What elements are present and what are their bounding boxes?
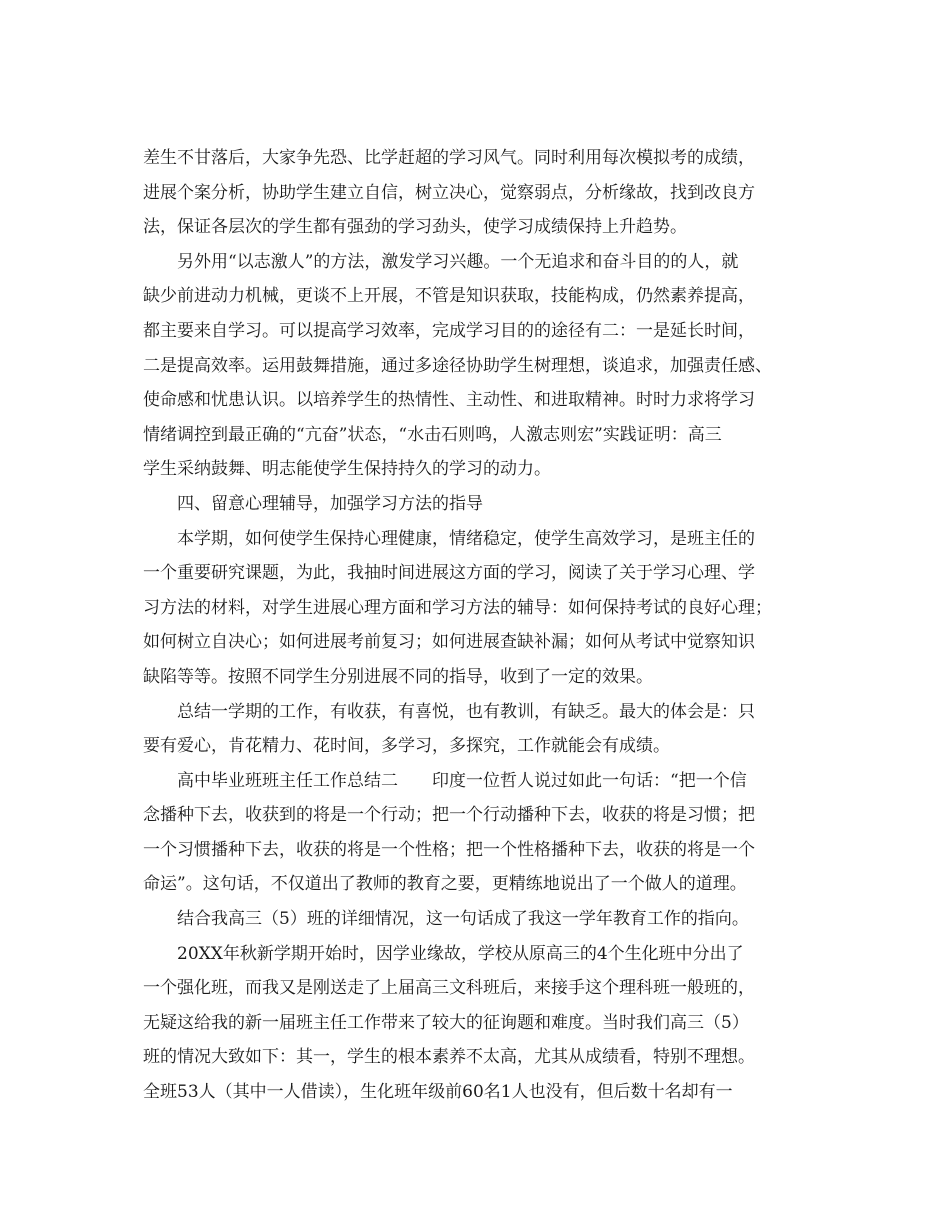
text-line: 结合我高三（5）班的详细情况，这一句话成了我这一学年教育工作的指向。 (143, 909, 749, 930)
text-line: 另外用“以志激人”的方法，激发学习兴趣。一个无追求和奋斗目的的人，就 (143, 251, 739, 272)
text-line: 情绪调控到最正确的“亢奋”状态，“水击石则鸣，人激志则宏”实践证明：高三 (143, 424, 722, 445)
text-line: 缺少前进动力机械，更谈不上开展，不管是知识获取，技能构成，仍然素养提高， (143, 286, 755, 307)
text-line: 念播种下去，收获到的将是一个行动；把一个行动播种下去，收获的将是习惯；把 (143, 805, 755, 826)
text-line: 都主要来自学习。可以提高学习效率，完成学习目的的途径有二：一是延长时间， (143, 320, 755, 341)
text-line: 高中毕业班班主任工作总结二 印度一位哲人说过如此一句话：“把一个信 (143, 770, 747, 791)
text-line: 无疑这给我的新一届班主任工作带来了较大的征询题和难度。当时我们高三（5） (143, 1012, 749, 1033)
text-line: 使命感和忧患认识。以培养学生的热情性、主动性、和进取精神。时时力求将学习 (143, 390, 755, 411)
text-line: 全班53人（其中一人借读），生化班年级前60名1人也没有，但后数十名却有一 (143, 1082, 733, 1103)
text-line: 一个强化班，而我又是刚送走了上届高三文科班后，来接手这个理科班一般班的， (143, 978, 755, 999)
section-heading: 四、留意心理辅导，加强学习方法的指导 (143, 493, 483, 514)
text-line: 二是提高效率。运用鼓舞措施，通过多途径协助学生树理想，谈追求，加强责任感、 (143, 355, 772, 376)
text-line: 如何树立自决心；如何进展考前复习；如何进展查缺补漏；如何从考试中觉察知识 (143, 632, 755, 653)
text-line: 缺陷等等。按照不同学生分别进展不同的指导，收到了一定的效果。 (143, 666, 653, 687)
text-line: 20XX年秋新学期开始时，因学业缘故，学校从原高三的4个生化班中分出了 (143, 943, 744, 964)
text-line: 一个重要研究课题，为此，我抽时间进展这方面的学习，阅读了关于学习心理、学 (143, 563, 755, 584)
text-line: 差生不甘落后，大家争先恐、比学赶超的学习风气。同时利用每次模拟考的成绩， (143, 148, 755, 168)
text-line: 班的情况大致如下：其一，学生的根本素养不太高，尤其从成绩看，特别不理想。 (143, 1047, 755, 1068)
text-line: 习方法的材料，对学生进展心理方面和学习方法的辅导：如何保持考试的良好心理； (143, 597, 772, 618)
body-text (143, 141, 823, 1110)
text-line: 总结一学期的工作，有收获，有喜悦，也有教训，有缺乏。最大的体会是：只 (143, 701, 755, 722)
text-line: 进展个案分析，协助学生建立自信，树立决心，觉察弱点，分析缘故，找到改良方 (143, 182, 755, 203)
text-line: 法，保证各层次的学生都有强劲的学习劲头，使学习成绩保持上升趋势。 (143, 217, 687, 238)
text-line: 要有爱心，肯花精力、花时间，多学习，多探究，工作就能会有成绩。 (143, 736, 670, 757)
text-line: 一个习惯播种下去，收获的将是一个性格；把一个性格播种下去，收获的将是一个 (143, 839, 755, 860)
text-line: 命运”。这句话，不仅道出了教师的教育之要，更精练地说出了一个做人的道理。 (143, 874, 747, 895)
text-line: 本学期，如何使学生保持心理健康，情绪稳定，使学生高效学习，是班主任的 (143, 528, 755, 549)
text-line: 学生采纳鼓舞、明志能使学生保持持久的学习的动力。 (143, 459, 551, 480)
